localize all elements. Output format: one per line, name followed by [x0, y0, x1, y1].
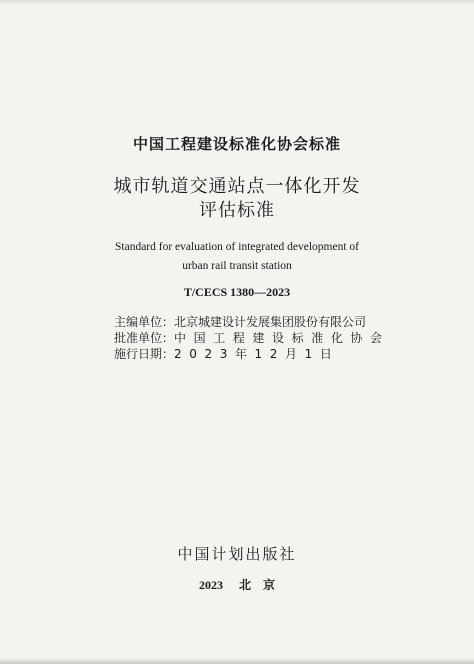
standard-title-english — [0, 238, 474, 276]
publication-year-place — [0, 576, 474, 593]
approver-label: 批准单位： — [114, 331, 175, 345]
editor-label: 主编单位： — [114, 315, 175, 329]
issuing-organization-title: 中国工程建设标准化协会标准 — [132, 135, 341, 153]
publication-info-block — [114, 314, 390, 362]
effective-date-row — [114, 346, 390, 362]
title-en-line-2: urban rail transit station — [182, 260, 292, 272]
publisher-name: 中国计划出版社 — [177, 545, 297, 563]
editor-row — [114, 314, 390, 330]
approver-value: 中国工程建设标准化协会 — [174, 331, 390, 345]
approver-row — [114, 330, 390, 346]
title-en-line-1: Standard for evaluation of integrated development of — [115, 241, 359, 253]
effective-date-label: 施行日期： — [114, 347, 175, 361]
title-cn-line-2: 评估标准 — [199, 200, 275, 221]
page-bottom-edge — [0, 658, 474, 664]
standard-number: T/CECS 1380—2023 — [183, 285, 291, 299]
editor-value: 北京城建设计发展集团股份有限公司 — [174, 315, 367, 329]
publication-year: 2023 — [198, 578, 223, 592]
publication-city: 北 京 — [238, 578, 275, 592]
effective-date-value: 2023年12月1日 — [174, 347, 340, 361]
standard-title-chinese — [0, 175, 474, 223]
title-cn-line-1: 城市轨道交通站点一体化开发 — [113, 176, 361, 197]
page-top-edge — [0, 0, 474, 5]
